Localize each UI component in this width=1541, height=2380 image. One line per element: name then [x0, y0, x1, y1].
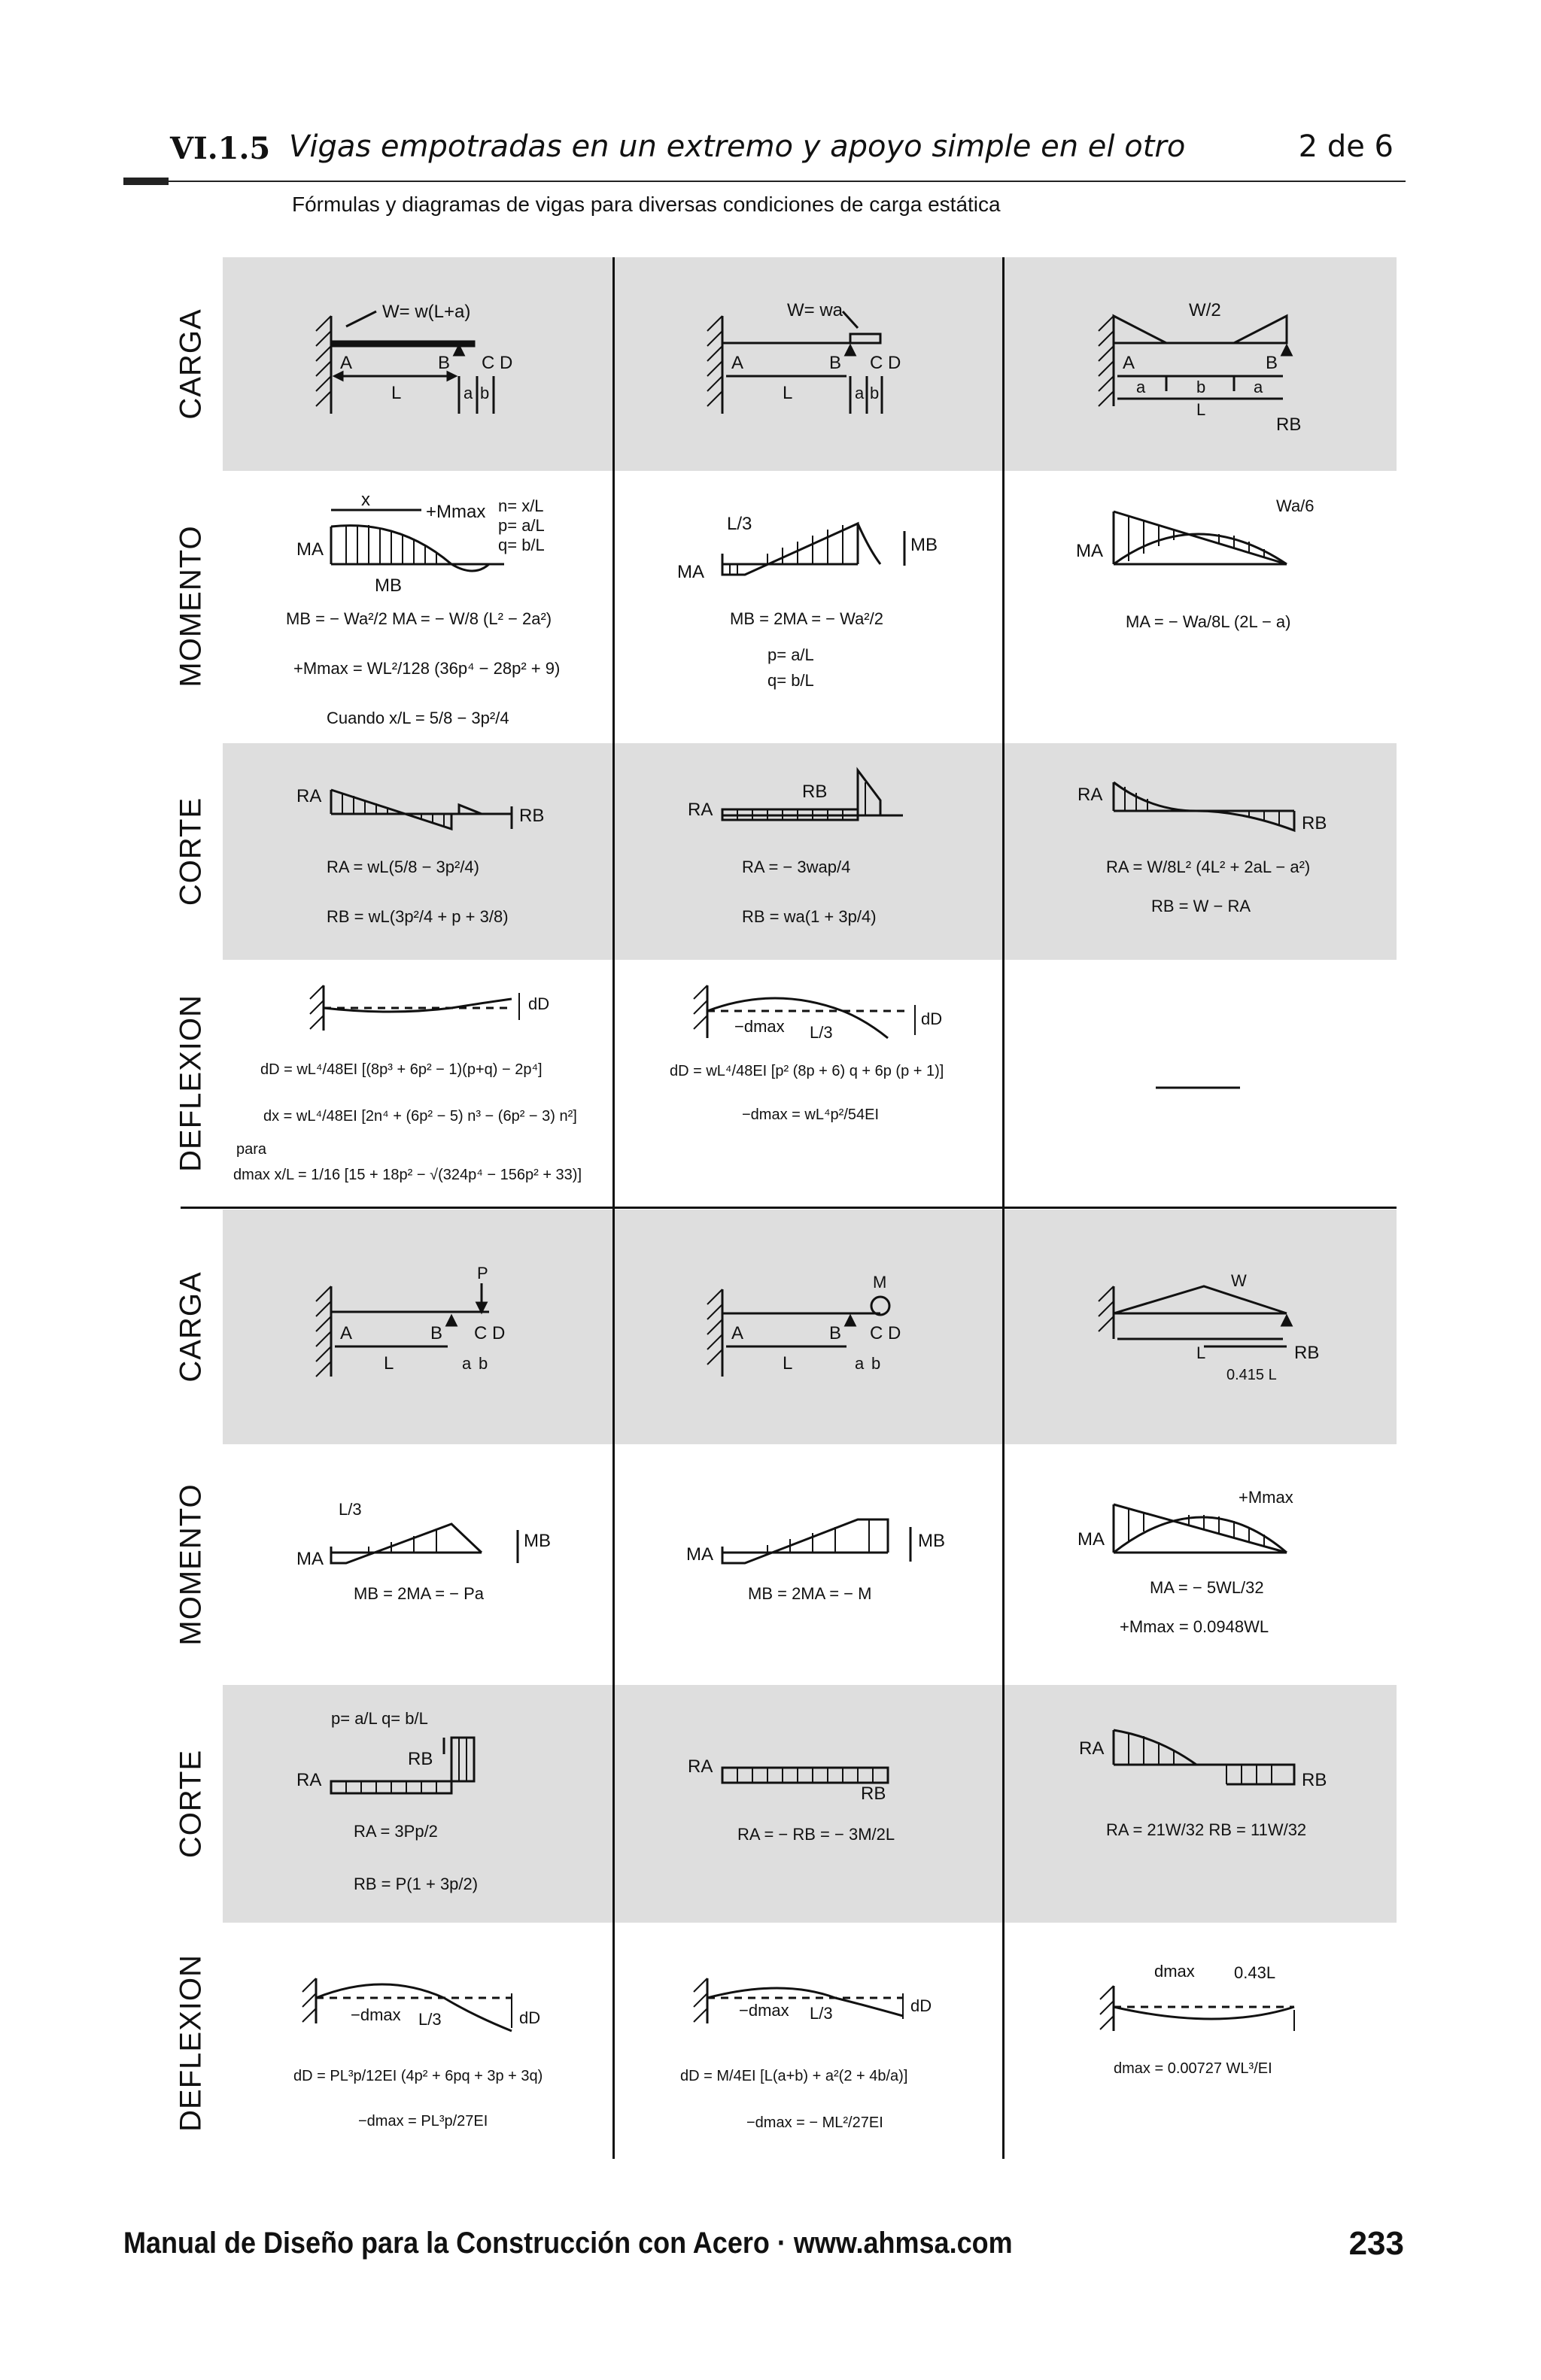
moment-diagram-case-6: [1068, 1482, 1384, 1647]
svg-text:dmax = 0.00727 WL³/EI: dmax = 0.00727 WL³/EI: [1114, 2060, 1272, 2077]
svg-text:b: b: [871, 1354, 881, 1373]
svg-text:A: A: [340, 353, 353, 373]
svg-text:MA: MA: [296, 1549, 324, 1569]
svg-text:a: a: [462, 1354, 472, 1373]
svg-text:RA = − 3wap/4: RA = − 3wap/4: [742, 858, 851, 876]
svg-text:RB = wL(3p²/4 + p + 3/8): RB = wL(3p²/4 + p + 3/8): [327, 907, 509, 926]
svg-text:RB = wa(1 + 3p/4): RB = wa(1 + 3p/4): [742, 907, 877, 926]
svg-text:RB: RB: [802, 782, 828, 802]
svg-text:RA = − RB = − 3M/2L: RA = − RB = − 3M/2L: [737, 1825, 895, 1844]
svg-text:RA: RA: [296, 786, 322, 806]
svg-text:0.415 L: 0.415 L: [1226, 1367, 1277, 1383]
svg-text:RB = P(1 + 3p/2): RB = P(1 + 3p/2): [354, 1875, 479, 1893]
moment-diagram-case-2: [677, 496, 993, 715]
svg-text:b: b: [479, 1354, 488, 1373]
svg-text:MA: MA: [1076, 541, 1103, 561]
svg-text:p= a/L: p= a/L: [767, 645, 814, 664]
svg-text:RA: RA: [1079, 1738, 1105, 1759]
svg-text:a: a: [1136, 378, 1146, 396]
svg-text:B: B: [430, 1323, 443, 1343]
svg-text:RB: RB: [1302, 813, 1327, 833]
svg-text:RB: RB: [861, 1783, 886, 1804]
shear-diagram-case-5: [685, 1753, 1001, 1888]
svg-text:L: L: [783, 1353, 793, 1374]
svg-text:dD: dD: [519, 2008, 541, 2027]
svg-text:RA = wL(5/8 − 3p²/4): RA = wL(5/8 − 3p²/4): [327, 858, 479, 876]
row-label-corte-1: CORTE: [174, 797, 208, 906]
row-label-momento-2: MOMENTO: [174, 1483, 208, 1646]
svg-text:RB: RB: [408, 1749, 433, 1769]
shear-diagram-case-4: [293, 1709, 609, 1915]
svg-text:L/3: L/3: [418, 2010, 442, 2029]
page-of-indicator: 2 de 6: [1298, 129, 1394, 164]
svg-text:q= b/L: q= b/L: [498, 536, 545, 554]
svg-text:n= x/L: n= x/L: [498, 496, 544, 515]
svg-text:P: P: [477, 1264, 488, 1283]
svg-text:RB: RB: [1302, 1770, 1327, 1790]
svg-text:a: a: [855, 384, 865, 402]
svg-text:L: L: [391, 383, 402, 403]
svg-text:B: B: [438, 353, 451, 373]
svg-text:B: B: [1266, 353, 1278, 373]
row-label-carga-1: CARGA: [174, 308, 208, 420]
svg-text:MA: MA: [677, 562, 704, 582]
moment-diagram-case-4: [293, 1497, 609, 1617]
load-diagram-case-2: [692, 293, 993, 444]
svg-text:dD = PL³p/12EI (4p² + 6pq + 3p: dD = PL³p/12EI (4p² + 6pq + 3p + 3q): [293, 2068, 543, 2084]
svg-text:b: b: [1196, 378, 1206, 396]
shear-diagram-case-1: [293, 775, 609, 955]
svg-text:MB: MB: [918, 1531, 945, 1551]
svg-text:dD: dD: [921, 1009, 943, 1028]
svg-text:B: B: [829, 353, 842, 373]
svg-text:A: A: [731, 1323, 744, 1343]
svg-text:a: a: [1254, 378, 1263, 396]
svg-text:dD = wL⁴/48EI [p² (8p + 6) q +: dD = wL⁴/48EI [p² (8p + 6) q + 6p (p + 1)]: [670, 1063, 944, 1079]
svg-text:L: L: [384, 1353, 394, 1374]
deflection-none-case-3: [1156, 1083, 1246, 1098]
svg-text:MA: MA: [1077, 1529, 1105, 1550]
svg-text:x: x: [361, 490, 370, 510]
svg-text:W: W: [1231, 1271, 1247, 1290]
load-diagram-case-5: [692, 1271, 993, 1422]
svg-text:A: A: [340, 1323, 353, 1343]
svg-text:C D: C D: [870, 1323, 901, 1343]
svg-text:a: a: [855, 1354, 865, 1373]
svg-text:L: L: [1196, 400, 1206, 419]
svg-text:0.43L: 0.43L: [1234, 1963, 1276, 1982]
footer-manual-title: Manual de Diseño para la Construcción con Acero · www.ahmsa.com: [123, 2227, 1013, 2260]
shear-diagram-case-2: [685, 767, 1001, 948]
svg-text:L: L: [1196, 1343, 1206, 1362]
svg-text:MA = − Wa/8L (2L − a): MA = − Wa/8L (2L − a): [1126, 612, 1291, 631]
svg-text:dmax: dmax: [1154, 1962, 1195, 1981]
header-tab-mark: [123, 178, 169, 185]
svg-text:RB: RB: [1294, 1343, 1320, 1363]
footer-page-number: 233: [1348, 2225, 1404, 2262]
svg-text:MB: MB: [375, 575, 402, 596]
svg-text:L: L: [783, 383, 793, 403]
svg-text:RA: RA: [296, 1770, 322, 1790]
svg-text:MB: MB: [524, 1531, 551, 1551]
svg-text:C D: C D: [474, 1323, 506, 1343]
deflection-diagram-case-4: [286, 1956, 602, 2144]
section-title: Vigas empotradas en un extremo y apoyo simple en el otro: [289, 129, 1186, 164]
svg-text:MA: MA: [686, 1544, 713, 1565]
svg-text:−dmax: −dmax: [734, 1017, 785, 1036]
svg-text:−dmax = − ML²/27EI: −dmax = − ML²/27EI: [746, 2114, 883, 2131]
svg-text:RA: RA: [688, 1756, 713, 1777]
deflection-diagram-case-5: [677, 1956, 1001, 2144]
svg-text:p= a/L q= b/L: p= a/L q= b/L: [331, 1709, 428, 1728]
moment-diagram-case-1: [286, 489, 602, 745]
svg-text:L/3: L/3: [810, 1023, 833, 1042]
moment-diagram-case-3: [1068, 489, 1384, 662]
svg-text:RA: RA: [688, 800, 713, 820]
load-diagram-case-3: [1084, 293, 1384, 444]
svg-text:MB = 2MA = − Pa: MB = 2MA = − Pa: [354, 1584, 485, 1603]
row-label-carga-2: CARGA: [174, 1271, 208, 1383]
deflection-diagram-case-6: [1076, 1956, 1392, 2091]
svg-text:W= wa: W= wa: [787, 300, 843, 320]
svg-text:b: b: [870, 384, 880, 402]
svg-text:L/3: L/3: [810, 2004, 833, 2023]
svg-text:+Mmax = WL²/128 (36p⁴ − 28p² +: +Mmax = WL²/128 (36p⁴ − 28p² + 9): [293, 659, 561, 678]
svg-text:L/3: L/3: [339, 1500, 362, 1519]
svg-text:A: A: [1123, 353, 1135, 373]
svg-text:a: a: [464, 384, 473, 402]
row-label-momento-1: MOMENTO: [174, 525, 208, 688]
svg-text:RA = W/8L² (4L² + 2aL − a²): RA = W/8L² (4L² + 2aL − a²): [1106, 858, 1311, 876]
svg-text:C D: C D: [870, 353, 901, 373]
svg-text:RA = 3Pp/2: RA = 3Pp/2: [354, 1822, 438, 1841]
load-diagram-case-4: [301, 1264, 602, 1414]
svg-text:A: A: [731, 353, 744, 373]
svg-text:−dmax: −dmax: [351, 2005, 401, 2024]
svg-text:+Mmax: +Mmax: [426, 502, 486, 522]
shear-diagram-case-3: [1076, 775, 1392, 925]
page-subtitle: Fórmulas y diagramas de vigas para diversas condiciones de carga estática: [292, 193, 1001, 216]
svg-text:C D: C D: [482, 353, 513, 373]
load-diagram-case-6: [1084, 1271, 1384, 1399]
svg-text:RB = W − RA: RB = W − RA: [1151, 897, 1251, 915]
svg-text:Cuando x/L = 5/8 − 3p²/4: Cuando x/L = 5/8 − 3p²/4: [327, 709, 509, 727]
svg-text:MB: MB: [910, 535, 938, 555]
svg-text:−dmax: −dmax: [739, 2001, 789, 2020]
svg-text:MB = − Wa²/2 MA = − W/8 (: MB = − Wa²/2 MA = − W/8 (L² − 2a²): [286, 609, 552, 628]
svg-text:RB: RB: [519, 806, 545, 826]
svg-text:MA: MA: [296, 539, 324, 560]
svg-text:MB = 2MA = − Wa²/2: MB = 2MA = − Wa²/2: [730, 609, 883, 628]
svg-text:p= a/L: p= a/L: [498, 516, 545, 535]
svg-text:dD: dD: [910, 1996, 932, 2015]
svg-text:dx = wL⁴/48EI [2n⁴ + (6p² − 5): dx = wL⁴/48EI [2n⁴ + (6p² − 5) n³ − (6p² − 3) n²]: [263, 1108, 577, 1125]
svg-text:−dmax = PL³p/27EI: −dmax = PL³p/27EI: [358, 2113, 488, 2130]
svg-text:RA: RA: [1077, 785, 1103, 805]
svg-text:Wa/6: Wa/6: [1276, 496, 1315, 515]
svg-text:MB = 2MA = − M: MB = 2MA = − M: [748, 1584, 872, 1603]
load-label: W= w(L+a): [382, 302, 471, 322]
svg-text:q= b/L: q= b/L: [767, 671, 814, 690]
svg-text:RB: RB: [1276, 414, 1302, 435]
header-rule: [123, 181, 1406, 182]
svg-text:para: para: [236, 1141, 267, 1158]
moment-diagram-case-5: [685, 1497, 1001, 1617]
svg-text:W/2: W/2: [1189, 300, 1221, 320]
deflection-diagram-case-1: [226, 978, 617, 1204]
svg-text:L/3: L/3: [727, 514, 752, 534]
svg-text:dmax x/L = 1/16 [15 + 18p² −: dmax x/L = 1/16 [15 + 18p² − √(324p⁴ − 156p² + 33)]: [233, 1167, 582, 1183]
svg-text:+Mmax = 0.0948WL: +Mmax = 0.0948WL: [1120, 1617, 1269, 1636]
load-diagram-case-1: [301, 293, 602, 444]
svg-text:dD: dD: [528, 994, 550, 1013]
case-divider: [181, 1207, 1397, 1209]
row-label-corte-2: CORTE: [174, 1749, 208, 1859]
svg-text:MA = − 5WL/32: MA = − 5WL/32: [1150, 1578, 1264, 1597]
row-label-deflexion-2: DEFLEXION: [174, 1954, 208, 2132]
shear-diagram-case-6: [1076, 1723, 1392, 1881]
svg-text:dD = wL⁴/48EI [(8p³ + 6p² − 1): dD = wL⁴/48EI [(8p³ + 6p² − 1)(p+q) − 2p⁴]: [260, 1061, 543, 1078]
svg-text:+Mmax: +Mmax: [1239, 1488, 1293, 1507]
section-code: VI.1.5: [170, 131, 271, 166]
svg-text:RA = 21W/32 RB = 11W/32: RA = 21W/32 RB = 11W/32: [1106, 1820, 1307, 1839]
svg-text:−dmax = wL⁴p²/54EI: −dmax = wL⁴p²/54EI: [742, 1107, 880, 1123]
deflection-diagram-case-2: [662, 978, 993, 1158]
row-label-deflexion-1: DEFLEXION: [174, 994, 208, 1172]
svg-text:M: M: [873, 1273, 887, 1292]
svg-text:B: B: [829, 1323, 842, 1343]
svg-text:dD = M/4EI [L(a+b) + a²(2 + 4b: dD = M/4EI [L(a+b) + a²(2 + 4b/a)]: [680, 2068, 908, 2084]
svg-text:b: b: [480, 384, 490, 402]
